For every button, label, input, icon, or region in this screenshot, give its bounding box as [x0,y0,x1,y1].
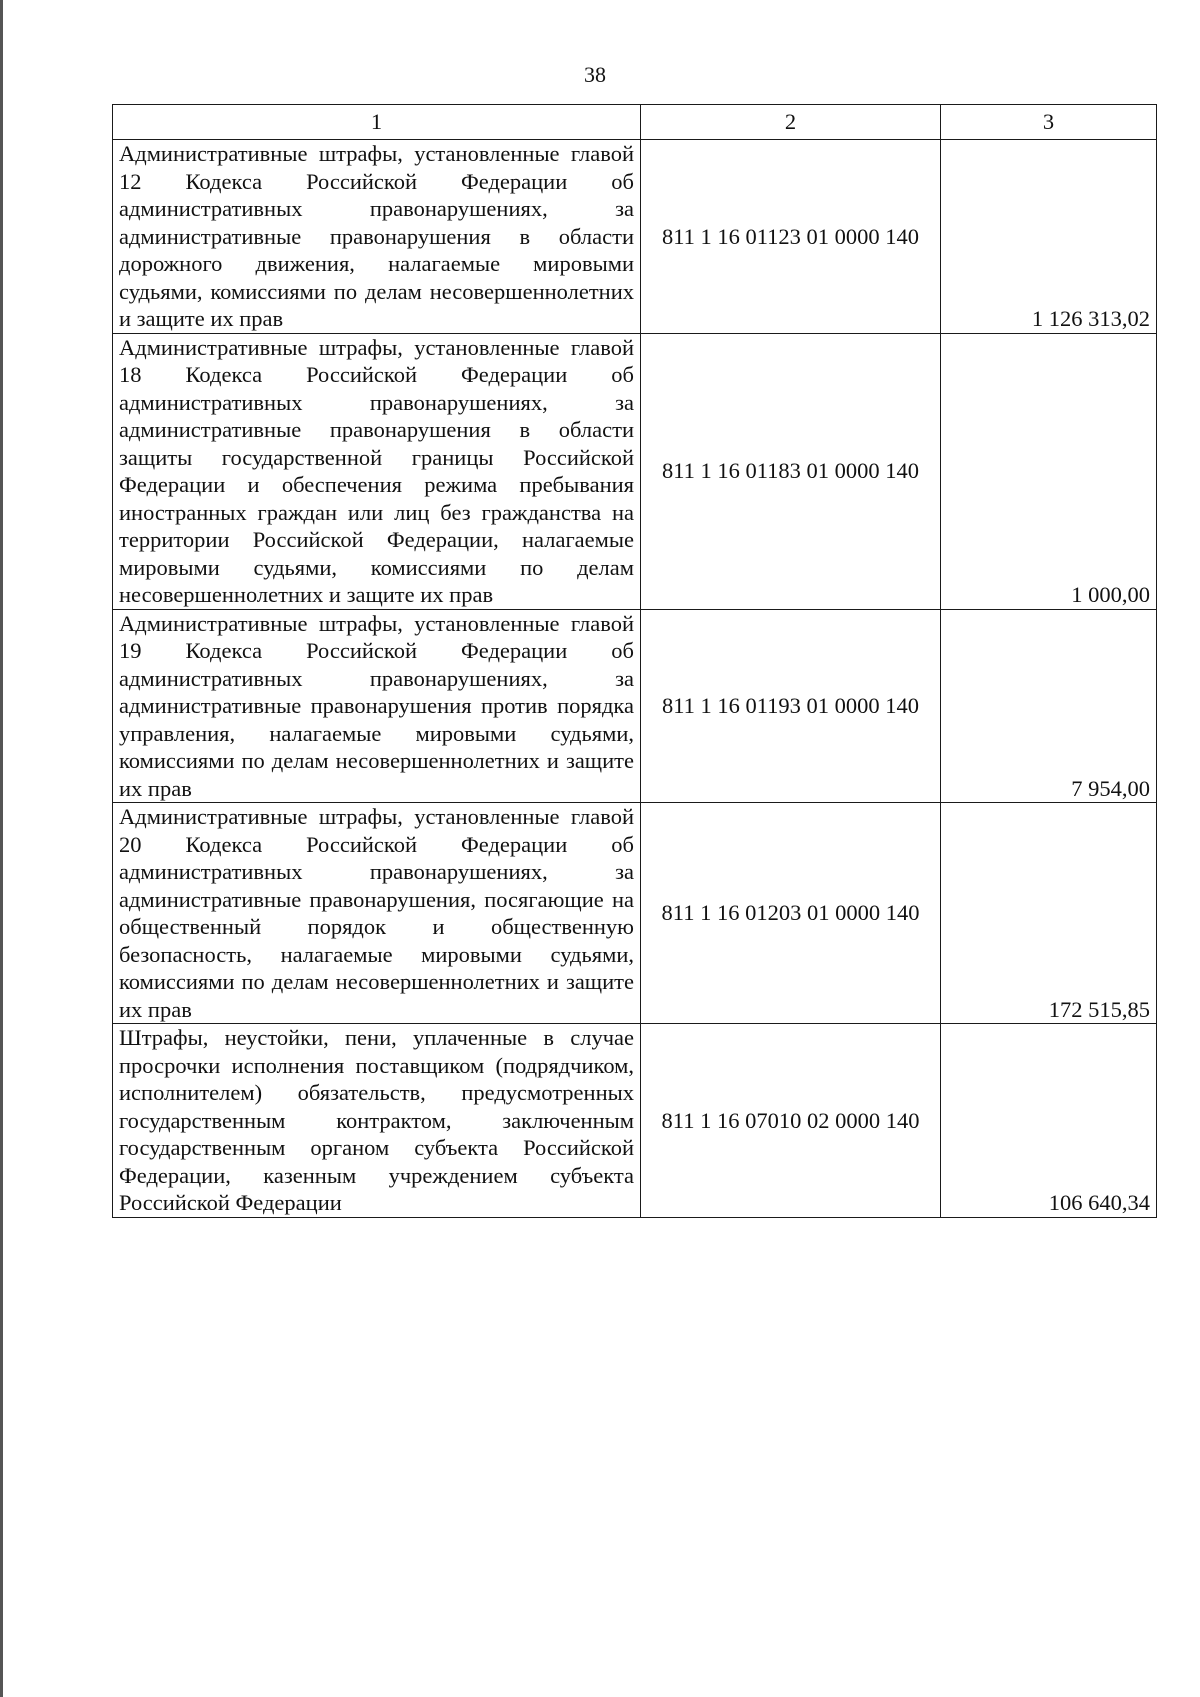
table-row [113,609,1157,803]
column-header-2: 2 [641,105,941,140]
table-header-row [113,105,1157,140]
column-header-3: 3 [941,105,1157,140]
row-code: 811 1 16 01183 01 0000 140 [641,333,941,609]
page-number: 38 [584,62,606,87]
row-code: 811 1 16 07010 02 0000 140 [641,1024,941,1218]
row-description: Административные штрафы, установленные главой 12 Кодекса Российской Федерации об административных правонарушениях, за административные правонарушения в области дорожного движения, налагаемые мировыми судьями, комиссиями по делам несовершеннолетних и защите их прав [113,140,641,334]
table-row [113,333,1157,609]
row-description: Административные штрафы, установленные главой 19 Кодекса Российской Федерации об административных правонарушениях, за административные правонарушения против порядка управления, налагаемые мировыми судьями, комиссиями по делам несовершеннолетних и защите их прав [113,609,641,803]
table-row [113,1024,1157,1218]
row-code: 811 1 16 01123 01 0000 140 [641,140,941,334]
scan-edge-line [0,0,3,1697]
row-description: Административные штрафы, установленные главой 20 Кодекса Российской Федерации об административных правонарушениях, за административные правонарушения, посягающие на общественный порядок и общественную безопасность, налагаемые мировыми судьями, комиссиями по делам несовершеннолетних и защите их прав [113,803,641,1024]
row-description: Штрафы, неустойки, пени, уплаченные в случае просрочки исполнения поставщиком (подрядчиком, исполнителем) обязательств, предусмотренных государственным контрактом, заключенным государственным органом субъекта Российской Федерации, казенным учреждением субъекта Российской Федерации [113,1024,641,1218]
column-header-1: 1 [113,105,641,140]
row-amount: 1 126 313,02 [941,140,1157,334]
row-amount: 106 640,34 [941,1024,1157,1218]
table-row [113,140,1157,334]
row-code: 811 1 16 01203 01 0000 140 [641,803,941,1024]
row-amount: 1 000,00 [941,333,1157,609]
budget-revenue-table [112,104,1157,1218]
row-description: Административные штрафы, установленные главой 18 Кодекса Российской Федерации об административных правонарушениях, за административные правонарушения в области защиты государственной границы Российской Федерации и обеспечения режима пребывания иностранных граждан или лиц без гражданства на территории Российской Федерации, налагаемые мировыми судьями, комиссиями по делам несовершеннолетних и защите их прав [113,333,641,609]
table-row [113,803,1157,1024]
row-amount: 7 954,00 [941,609,1157,803]
row-code: 811 1 16 01193 01 0000 140 [641,609,941,803]
row-amount: 172 515,85 [941,803,1157,1024]
